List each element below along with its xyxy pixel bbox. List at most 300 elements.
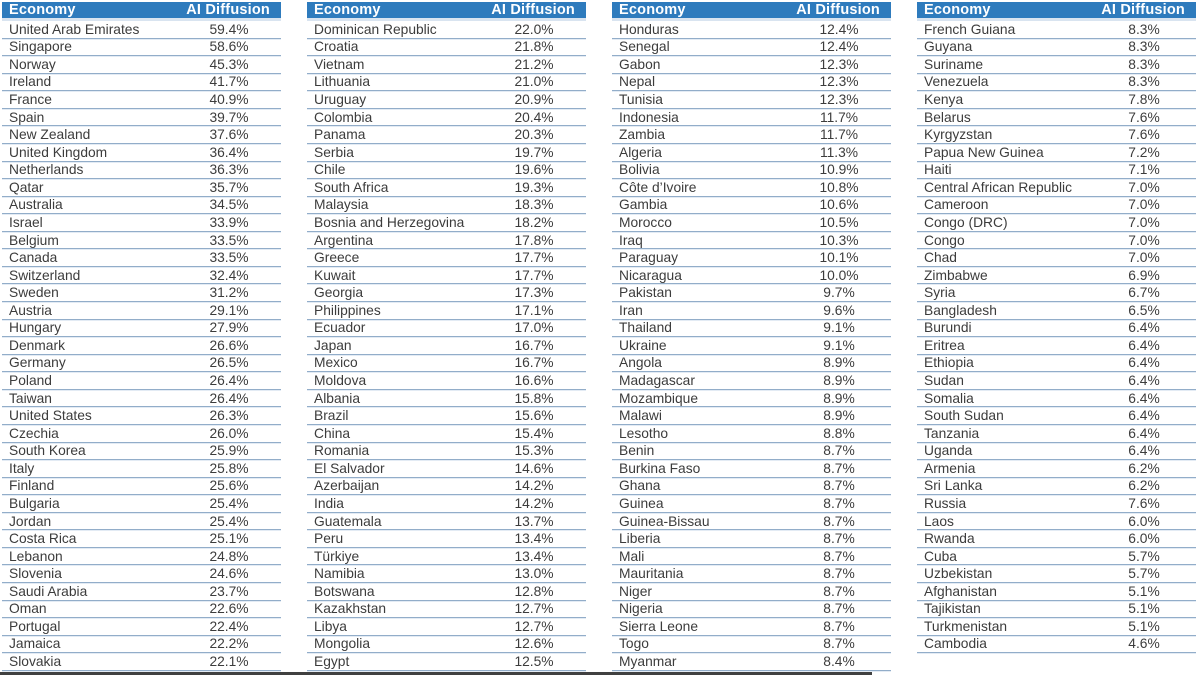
table-row — [307, 407, 586, 425]
table-row — [2, 249, 281, 267]
table-row — [307, 91, 586, 109]
economy-name: Madagascar — [619, 373, 695, 389]
diffusion-value: 24.8% — [209, 548, 249, 564]
table-row — [2, 618, 281, 636]
economy-name: Costa Rica — [9, 531, 77, 547]
economy-name: Kuwait — [314, 267, 356, 283]
table-row — [307, 162, 586, 180]
diffusion-value: 8.9% — [823, 373, 855, 389]
economy-name: Chad — [924, 250, 957, 266]
economy-name: Iran — [619, 302, 643, 318]
table-row — [612, 109, 891, 127]
table-row — [612, 390, 891, 408]
diffusion-value: 7.0% — [1128, 197, 1160, 213]
diffusion-value: 15.8% — [514, 390, 554, 406]
table-row — [917, 636, 1196, 654]
table-row — [612, 565, 891, 583]
table-row — [307, 443, 586, 461]
diffusion-value: 8.7% — [823, 495, 855, 511]
table-row — [917, 214, 1196, 232]
table-row — [612, 126, 891, 144]
diffusion-value: 22.4% — [209, 618, 249, 634]
economy-name: Burkina Faso — [619, 460, 701, 476]
table-row — [307, 197, 586, 215]
economy-name: Georgia — [314, 285, 364, 301]
diffusion-value: 17.7% — [514, 250, 554, 266]
economy-name: Kenya — [924, 92, 964, 108]
table-row — [917, 179, 1196, 197]
diffusion-value: 9.7% — [823, 285, 855, 301]
economy-name: Vietnam — [314, 56, 365, 72]
economy-name: Iraq — [619, 232, 643, 248]
table-row — [612, 618, 891, 636]
table-row — [2, 372, 281, 390]
table-row — [612, 337, 891, 355]
diffusion-value: 19.7% — [514, 144, 554, 160]
diffusion-value: 34.5% — [209, 197, 249, 213]
table-row — [612, 636, 891, 654]
table-row — [917, 144, 1196, 162]
economy-name: Bangladesh — [924, 302, 997, 318]
table-row — [2, 530, 281, 548]
diffusion-value: 16.7% — [514, 355, 554, 371]
economy-name: Brazil — [314, 408, 349, 424]
table-row — [2, 74, 281, 92]
economy-name: Central African Republic — [924, 179, 1073, 195]
diffusion-value: 5.1% — [1128, 583, 1160, 599]
table-row — [2, 197, 281, 215]
economy-name: Taiwan — [9, 390, 52, 406]
diffusion-value: 7.6% — [1128, 495, 1160, 511]
table-row — [917, 565, 1196, 583]
economy-name: Guyana — [924, 39, 973, 55]
table-row — [2, 39, 281, 57]
diffusion-value: 32.4% — [209, 267, 249, 283]
diffusion-value: 58.6% — [209, 39, 249, 55]
diffusion-value: 14.2% — [514, 495, 554, 511]
economy-name: Portugal — [9, 618, 61, 634]
economy-name: Liberia — [619, 531, 661, 547]
table-row — [612, 179, 891, 197]
table-row — [612, 302, 891, 320]
table-row — [2, 232, 281, 250]
table-row — [307, 372, 586, 390]
economy-name: Romania — [314, 443, 370, 459]
diffusion-value: 22.0% — [514, 21, 554, 37]
table-row — [917, 249, 1196, 267]
diffusion-value: 16.6% — [514, 373, 554, 389]
economy-name: Botswana — [314, 583, 375, 599]
diffusion-value: 6.2% — [1128, 478, 1160, 494]
economy-name: Eritrea — [924, 337, 965, 353]
table-row — [2, 636, 281, 654]
economy-name: Ecuador — [314, 320, 366, 336]
table-row — [2, 390, 281, 408]
diffusion-value: 6.4% — [1128, 408, 1160, 424]
table-row — [307, 618, 586, 636]
economy-name: Netherlands — [9, 162, 84, 178]
economy-name: Sweden — [9, 285, 59, 301]
diffusion-value: 14.2% — [514, 478, 554, 494]
diffusion-value: 7.0% — [1128, 214, 1160, 230]
economy-name: Argentina — [314, 232, 374, 248]
diffusion-value: 8.9% — [823, 408, 855, 424]
economy-name: Gabon — [619, 56, 661, 72]
diffusion-value: 8.3% — [1128, 74, 1160, 90]
economy-name: Saudi Arabia — [9, 583, 88, 599]
diffusion-value: 19.6% — [514, 162, 554, 178]
table-row — [307, 249, 586, 267]
table-row — [917, 407, 1196, 425]
economy-name: El Salvador — [314, 460, 385, 476]
table-row — [307, 302, 586, 320]
diffusion-value: 13.4% — [514, 548, 554, 564]
economy-name: Thailand — [619, 320, 672, 336]
economy-name: Tanzania — [924, 425, 980, 441]
table-row — [307, 355, 586, 373]
table-row — [612, 530, 891, 548]
table-row — [307, 653, 586, 671]
diffusion-value: 10.5% — [819, 214, 859, 230]
diffusion-value: 22.6% — [209, 601, 249, 617]
diffusion-value: 10.3% — [819, 232, 859, 248]
table-row — [917, 91, 1196, 109]
table-row — [307, 530, 586, 548]
diffusion-value: 27.9% — [209, 320, 249, 336]
diffusion-value: 12.7% — [514, 601, 554, 617]
economy-name: Jordan — [9, 513, 52, 529]
table-row — [2, 425, 281, 443]
economy-name: South Africa — [314, 179, 389, 195]
economy-name: Guinea-Bissau — [619, 513, 710, 529]
diffusion-value: 7.0% — [1128, 250, 1160, 266]
diffusion-value: 19.3% — [514, 179, 554, 195]
table-row — [2, 179, 281, 197]
table-row — [612, 583, 891, 601]
table-row — [917, 513, 1196, 531]
table-row — [2, 126, 281, 144]
diffusion-value: 15.6% — [514, 408, 554, 424]
diffusion-value: 33.5% — [209, 232, 249, 248]
diffusion-value: 7.6% — [1128, 127, 1160, 143]
economy-name: Hungary — [9, 320, 62, 336]
table-row — [2, 601, 281, 619]
table-row — [2, 407, 281, 425]
table-row — [307, 601, 586, 619]
economy-name: Turkmenistan — [924, 618, 1008, 634]
economy-name: Nicaragua — [619, 267, 682, 283]
table-column-1 — [2, 2, 281, 671]
table-row — [307, 214, 586, 232]
economy-name: Cameroon — [924, 197, 989, 213]
economy-name: Lithuania — [314, 74, 371, 90]
diffusion-value: 8.9% — [823, 355, 855, 371]
economy-name: Japan — [314, 337, 352, 353]
table-row — [612, 214, 891, 232]
diffusion-value: 17.1% — [514, 302, 554, 318]
table-row — [917, 74, 1196, 92]
diffusion-value: 5.1% — [1128, 618, 1160, 634]
table-row — [917, 284, 1196, 302]
economy-name: Austria — [9, 302, 52, 318]
economy-name: Honduras — [619, 21, 679, 37]
diffusion-value: 7.8% — [1128, 92, 1160, 108]
economy-name: Zimbabwe — [924, 267, 988, 283]
diffusion-value: 26.5% — [209, 355, 249, 371]
table-row — [2, 583, 281, 601]
diffusion-value: 10.0% — [819, 267, 859, 283]
economy-name: Papua New Guinea — [924, 144, 1044, 160]
table-row — [917, 162, 1196, 180]
economy-name: South Sudan — [924, 408, 1004, 424]
diffusion-value: 12.3% — [819, 56, 859, 72]
diffusion-value: 8.3% — [1128, 21, 1160, 37]
table-row — [307, 126, 586, 144]
economy-name: Poland — [9, 373, 52, 389]
diffusion-value: 6.4% — [1128, 443, 1160, 459]
diffusion-value: 33.9% — [209, 214, 249, 230]
diffusion-value: 6.9% — [1128, 267, 1160, 283]
table-row — [917, 425, 1196, 443]
rows-group-1 — [2, 21, 281, 671]
economy-name: Canada — [9, 250, 58, 266]
diffusion-value: 8.7% — [823, 636, 855, 652]
table-row — [612, 320, 891, 338]
diffusion-value: 25.8% — [209, 460, 249, 476]
table-row — [917, 601, 1196, 619]
column-header — [2, 2, 281, 21]
table-row — [2, 337, 281, 355]
diffusion-value: 22.1% — [209, 654, 249, 670]
economy-name: Venezuela — [924, 74, 989, 90]
economy-name: Peru — [314, 531, 344, 547]
diffusion-value: 9.1% — [823, 320, 855, 336]
table-row — [307, 232, 586, 250]
economy-name: Malaysia — [314, 197, 369, 213]
table-row — [2, 443, 281, 461]
diffusion-value: 6.4% — [1128, 320, 1160, 336]
economy-name: Mozambique — [619, 390, 698, 406]
table-row — [307, 144, 586, 162]
diffusion-value: 6.2% — [1128, 460, 1160, 476]
diffusion-value: 45.3% — [209, 56, 249, 72]
table-row — [917, 355, 1196, 373]
diffusion-value: 8.7% — [823, 583, 855, 599]
diffusion-value: 13.7% — [514, 513, 554, 529]
diffusion-value: 21.2% — [514, 56, 554, 72]
economy-name: Gambia — [619, 197, 668, 213]
economy-name: Italy — [9, 460, 35, 476]
economy-name: Kyrgyzstan — [924, 127, 993, 143]
economy-name: Guinea — [619, 495, 664, 511]
diffusion-value: 8.7% — [823, 601, 855, 617]
diffusion-value: 24.6% — [209, 566, 249, 582]
table-row — [307, 39, 586, 57]
diffusion-value: 10.6% — [819, 197, 859, 213]
table-row — [612, 39, 891, 57]
diffusion-value: 29.1% — [209, 302, 249, 318]
diffusion-value: 6.4% — [1128, 425, 1160, 441]
economy-name: Suriname — [924, 56, 984, 72]
diffusion-value: 12.5% — [514, 654, 554, 670]
diffusion-value: 17.7% — [514, 267, 554, 283]
diffusion-value: 7.2% — [1128, 144, 1160, 160]
diffusion-value: 6.4% — [1128, 337, 1160, 353]
table-row — [612, 56, 891, 74]
economy-name: New Zealand — [9, 127, 91, 143]
table-row — [307, 425, 586, 443]
economy-name: Somalia — [924, 390, 974, 406]
economy-name: Congo — [924, 232, 965, 248]
table-row — [917, 495, 1196, 513]
diffusion-value: 11.7% — [819, 109, 859, 125]
diffusion-value: 35.7% — [209, 179, 249, 195]
table-row — [612, 407, 891, 425]
diffusion-value: 17.0% — [514, 320, 554, 336]
economy-name: Norway — [9, 56, 56, 72]
table-row — [612, 91, 891, 109]
economy-name: Ghana — [619, 478, 661, 494]
table-row — [307, 565, 586, 583]
economy-name: Nepal — [619, 74, 656, 90]
table-row — [917, 232, 1196, 250]
economy-name: Serbia — [314, 144, 354, 160]
diffusion-value: 12.8% — [514, 583, 554, 599]
economy-name: Rwanda — [924, 531, 975, 547]
economy-name: France — [9, 92, 52, 108]
diffusion-value: 12.3% — [819, 92, 859, 108]
table-row — [2, 144, 281, 162]
economy-name: Dominican Republic — [314, 21, 437, 37]
table-row — [2, 109, 281, 127]
diffusion-value: 26.4% — [209, 373, 249, 389]
table-column-3 — [612, 2, 891, 671]
diffusion-value: 25.9% — [209, 443, 249, 459]
diffusion-value: 4.6% — [1128, 636, 1160, 652]
table-row — [2, 91, 281, 109]
economy-name: Mauritania — [619, 566, 684, 582]
table-row — [307, 74, 586, 92]
table-row — [612, 162, 891, 180]
diffusion-value: 39.7% — [209, 109, 249, 125]
economy-name: Algeria — [619, 144, 662, 160]
table-row — [917, 21, 1196, 39]
economy-name: Uruguay — [314, 92, 367, 108]
economy-name: Ireland — [9, 74, 52, 90]
economy-name: Lebanon — [9, 548, 63, 564]
economy-name: Sudan — [924, 373, 964, 389]
table-row — [917, 372, 1196, 390]
economy-name: Spain — [9, 109, 45, 125]
table-row — [612, 443, 891, 461]
economy-name: China — [314, 425, 351, 441]
table-row — [2, 214, 281, 232]
economy-header-label: Economy — [924, 2, 991, 18]
diffusion-value: 18.3% — [514, 197, 554, 213]
table-row — [307, 267, 586, 285]
diffusion-value: 17.3% — [514, 285, 554, 301]
table-row — [2, 478, 281, 496]
economy-name: Chile — [314, 162, 346, 178]
diffusion-value: 9.1% — [823, 337, 855, 353]
table-row — [917, 302, 1196, 320]
economy-name: Croatia — [314, 39, 359, 55]
table-row — [612, 495, 891, 513]
table-row — [2, 302, 281, 320]
diffusion-value: 12.7% — [514, 618, 554, 634]
table-row — [307, 583, 586, 601]
economy-name: Nigeria — [619, 601, 663, 617]
economy-name: Tunisia — [619, 92, 663, 108]
table-row — [2, 653, 281, 671]
table-row — [917, 126, 1196, 144]
economy-name: Mexico — [314, 355, 358, 371]
diffusion-value: 21.0% — [514, 74, 554, 90]
table-row — [2, 320, 281, 338]
economy-name: Sierra Leone — [619, 618, 699, 634]
table-row — [612, 197, 891, 215]
diffusion-value: 12.4% — [819, 21, 859, 37]
diffusion-value: 26.4% — [209, 390, 249, 406]
economy-name: Senegal — [619, 39, 670, 55]
diffusion-value: 8.7% — [823, 443, 855, 459]
diffusion-value: 10.8% — [819, 179, 859, 195]
economy-name: Paraguay — [619, 250, 679, 266]
economy-name: Namibia — [314, 566, 365, 582]
economy-name: Slovakia — [9, 654, 62, 670]
diffusion-value: 16.7% — [514, 337, 554, 353]
diffusion-value: 12.6% — [514, 636, 554, 652]
table-row — [917, 390, 1196, 408]
table-row — [612, 513, 891, 531]
ai-diffusion-header-label: AI Diffusion — [491, 2, 575, 18]
table-column-2 — [307, 2, 586, 671]
diffusion-value: 22.2% — [209, 636, 249, 652]
diffusion-value: 36.3% — [209, 162, 249, 178]
table-row — [612, 144, 891, 162]
rows-group-2 — [307, 21, 586, 671]
table-row — [917, 460, 1196, 478]
diffusion-value: 5.7% — [1128, 548, 1160, 564]
table-row — [917, 56, 1196, 74]
table-row — [917, 197, 1196, 215]
economy-name: Pakistan — [619, 285, 672, 301]
diffusion-value: 15.4% — [514, 425, 554, 441]
diffusion-value: 17.8% — [514, 232, 554, 248]
diffusion-value: 8.7% — [823, 460, 855, 476]
column-header — [917, 2, 1196, 21]
diffusion-value: 13.4% — [514, 531, 554, 547]
diffusion-value: 20.9% — [514, 92, 554, 108]
diffusion-value: 23.7% — [209, 583, 249, 599]
ai-diffusion-header-label: AI Diffusion — [796, 2, 880, 18]
table-row — [2, 460, 281, 478]
diffusion-value: 40.9% — [209, 92, 249, 108]
diffusion-value: 8.4% — [823, 654, 855, 670]
economy-name: Armenia — [924, 460, 976, 476]
economy-name: India — [314, 495, 344, 511]
diffusion-value: 26.0% — [209, 425, 249, 441]
table-row — [917, 478, 1196, 496]
economy-name: Türkiye — [314, 548, 360, 564]
diffusion-value: 20.3% — [514, 127, 554, 143]
diffusion-value: 7.0% — [1128, 232, 1160, 248]
diffusion-value: 8.8% — [823, 425, 855, 441]
economy-name: Sri Lanka — [924, 478, 983, 494]
table-row — [2, 284, 281, 302]
diffusion-value: 6.7% — [1128, 285, 1160, 301]
table-row — [307, 21, 586, 39]
